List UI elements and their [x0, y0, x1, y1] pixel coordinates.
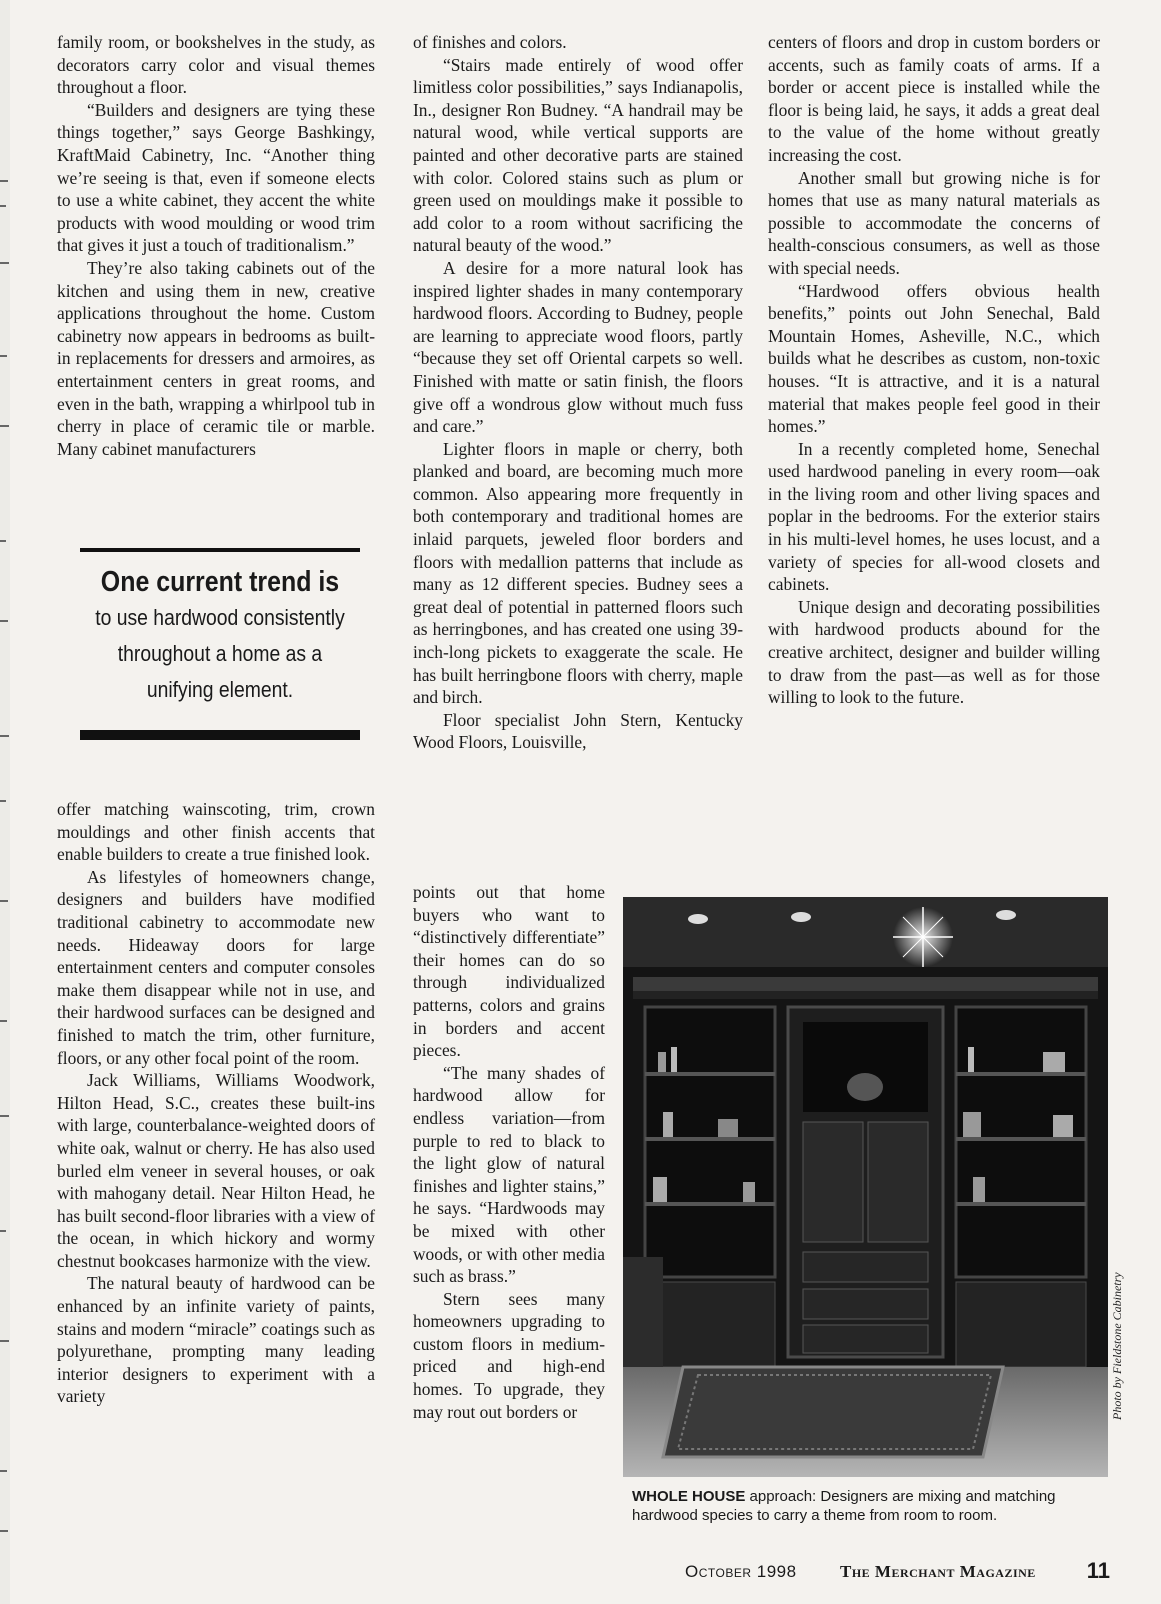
- binding-gutter: [0, 0, 10, 1604]
- paragraph: Stern sees many homeowners upgrading to custom floors in medium-priced and high-end homes. To upgrade, they may rout out borders or: [413, 1288, 605, 1422]
- paragraph: “Stairs made entirely of wood offer limitless color possibilities,” says Indianapolis, In., designer Ron Budney. “A handrail may be natural wood, while vertical supports are painted and other decorative parts are stained with color. Colored stains such as plum or green used on mouldings make it possible to add color to a room without sacrificing the natural beauty of the wood.”: [413, 54, 743, 256]
- pull-quote-line: unifying element.: [146, 677, 294, 702]
- paragraph: offer matching wainscoting, trim, crown mouldings and other finish accents that enable builders to create a true finished look.: [57, 799, 375, 865]
- pull-quote-line: throughout a home as a: [117, 641, 323, 666]
- paragraph: Lighter floors in maple or cherry, both planked and board, are becoming much more common. Also appearing more frequently in both contemporary and traditional homes are inlaid parquets, jeweled floor borders and floors with medallion patterns that include as many as 12 different species. Budney sees a great deal of potential in patterned floors such as herringbones, and has created one using 39-inch-long pickets to exaggerate the scale. He has built herringbone floors with cherry, maple and birch.: [413, 438, 743, 708]
- caption-lead: WHOLE HOUSE: [632, 1488, 746, 1505]
- photo-credit: Photo by Fieldstone Cabinetry: [1110, 1272, 1124, 1420]
- pull-quote: [70, 548, 370, 740]
- paragraph: A desire for a more natural look has inspired lighter shades in many contemporary hardwood floors. According to Budney, people are learning to appreciate wood floors, partly “because they set off Oriental carpets so well. Finished with matte or satin finish, the floors give off a wondrous glow without much fuss and care.”: [413, 257, 743, 437]
- column-3: [768, 31, 1100, 709]
- paragraph: As lifestyles of homeowners change, designers and builders have modified traditional cabinetry to accommodate new needs. Hideaway doors for large entertainment centers and computer consoles make them disappear while not in use, and their hardwood surfaces can be designed and finished to match the trim, other furniture, floors, or any other focal point of the room.: [57, 866, 375, 1068]
- paragraph: Another small but growing niche is for homes that use as many natural materials as possible to accommodate the concerns of health-conscious consumers, as well as those with special needs.: [768, 167, 1100, 278]
- pull-quote-line: to use hardwood consistently: [95, 605, 345, 630]
- caption-text: approach: Designers are mixing and matching hardwood species to carry a theme from room to room.: [632, 1488, 1056, 1524]
- pull-quote-rule-top: [80, 548, 360, 552]
- paragraph: family room, or bookshelves in the study, as decorators carry color and visual themes throughout a floor.: [57, 32, 375, 98]
- paragraph: The natural beauty of hardwood can be enhanced by an infinite variety of paints, stains and modern “miracle” coatings such as polyurethane, prompting many leading interior designers to experiment with a variety: [57, 1273, 375, 1407]
- photo-caption: [632, 1487, 1112, 1525]
- paragraph: centers of floors and drop in custom borders or accents, such as family coats of arms. If a border or accent piece is installed while the floor is being laid, he says, it adds a great deal to the value of the home without greatly increasing the cost.: [768, 32, 1100, 165]
- paragraph: “The many shades of hardwood allow for endless variation—from purple to red to black to the light glow of natural finishes and lighter stains,” he says. “Hardwoods may be mixed with other woods, or with other media such as brass.”: [413, 1062, 605, 1287]
- paragraph: points out that home buyers who want to “distinctively differentiate” their homes can do so through individualized patterns, colors and grains in borders and accent pieces.: [413, 882, 605, 1061]
- paragraph: “Builders and designers are tying these things together,” says George Bashkingy, KraftMaid Cabinetry, Inc. “Another thing we’re seeing is that, even if someone elects to use a white cabinet, they accent the white products with wood moulding or wood trim that gives it just a touch of traditionalism.”: [57, 99, 375, 256]
- cabinetry-photo: [623, 897, 1108, 1477]
- column-1-top: [57, 31, 375, 460]
- column-2-top: [413, 31, 743, 754]
- paragraph: Unique design and decorating possibilities with hardwood products abound for the creative architect, designer and builder willing to draw from the past—as well as for those willing to look to the future.: [768, 596, 1100, 708]
- issue-date: October 1998: [685, 1562, 797, 1581]
- page-footer: [685, 1560, 1110, 1584]
- column-1-bottom: [57, 798, 375, 1408]
- pull-quote-rule-bottom: [80, 730, 360, 740]
- column-2-bottom: [413, 881, 605, 1423]
- pull-quote-lead: One current trend is: [100, 566, 340, 598]
- paragraph: of finishes and colors.: [413, 32, 567, 52]
- paragraph: They’re also taking cabinets out of the kitchen and using them in new, creative applications throughout the home. Custom cabinetry now appears in bedrooms as built-in replacements for dressers and armoires, as entertainment centers in great rooms, and even in the bath, wrapping a whirlpool tub in cherry in place of ceramic tile or marble. Many cabinet manufacturers: [57, 257, 375, 459]
- magazine-name: The Merchant Magazine: [840, 1562, 1036, 1581]
- paragraph: Floor specialist John Stern, Kentucky Wood Floors, Louisville,: [413, 709, 743, 753]
- page-number: 11: [1086, 1558, 1110, 1583]
- paragraph: Jack Williams, Williams Woodwork, Hilton Head, S.C., creates these built-ins with large, counterbalance-weighted doors of white oak, walnut or cherry. He has also used burled elm veneer in several houses, or oak with mahogany detail. Near Hilton Head, he has built second-floor libraries with a view of the ocean, in which hickory and wormy chestnut bookcases harmonize with the view.: [57, 1070, 375, 1271]
- paragraph: “Hardwood offers obvious health benefits,” points out John Senechal, Bald Mountain Homes, Asheville, N.C., which builds what he describes as custom, non-toxic houses. “It is attractive, and it is a natural material that makes people feel good in their homes.”: [768, 280, 1100, 437]
- paragraph: In a recently completed home, Senechal used hardwood paneling in every room—oak in the living room and other living spaces and poplar in the bedrooms. For the exterior stairs in his multi-level homes, he uses locust, and a variety of species for all-wood closets and cabinets.: [768, 438, 1100, 595]
